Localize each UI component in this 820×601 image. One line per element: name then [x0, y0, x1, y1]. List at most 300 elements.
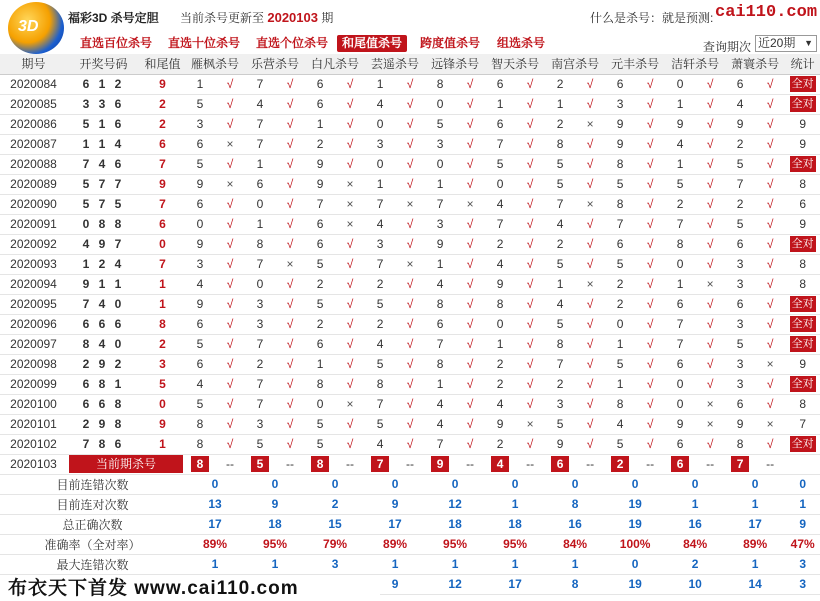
kill-number: 9 [665, 114, 695, 134]
issue-cell: 2020091 [0, 214, 67, 234]
kill-number: 3 [185, 254, 215, 274]
check-icon: √ [695, 74, 725, 94]
stat-value: 0 [425, 474, 485, 494]
kill-number: 5 [545, 174, 575, 194]
check-icon: √ [635, 334, 665, 354]
draw-number: 7 4 6 [67, 154, 140, 174]
kill-number: 8 [485, 294, 515, 314]
kill-number: 7 [665, 214, 695, 234]
stat-row [0, 514, 820, 534]
check-icon: √ [275, 374, 305, 394]
draw-number: 4 9 7 [67, 234, 140, 254]
stat-value: 1 [485, 554, 545, 574]
sum-tail: 9 [140, 414, 185, 434]
check-icon: √ [575, 234, 605, 254]
query-label: 查询期次 [703, 40, 752, 54]
site-logo-text: cai110.com [715, 3, 818, 22]
table-row [0, 174, 820, 194]
check-icon: √ [335, 114, 365, 134]
kill-number: 2 [485, 374, 515, 394]
check-icon: √ [515, 74, 545, 94]
issue-cell: 2020085 [0, 94, 67, 114]
kill-number: 8 [365, 374, 395, 394]
cross-icon: × [215, 174, 245, 194]
kill-number: 4 [485, 194, 515, 214]
column-header: 统计 [785, 54, 820, 74]
stat-value: 79% [305, 534, 365, 554]
kill-number: 9 [545, 434, 575, 454]
kill-number: 2 [365, 314, 395, 334]
check-icon: √ [455, 354, 485, 374]
kill-number: 7 [545, 354, 575, 374]
kill-number: 3 [245, 314, 275, 334]
kill-number: 6 [305, 74, 335, 94]
draw-number: 7 4 0 [67, 294, 140, 314]
column-header: 萧寰杀号 [725, 54, 785, 74]
kill-number: 7 [725, 174, 755, 194]
kill-number: 3 [725, 354, 755, 374]
kill-number: 3 [245, 294, 275, 314]
check-icon: √ [215, 314, 245, 334]
stat-value: 17 [365, 514, 425, 534]
cross-icon: × [335, 174, 365, 194]
row-stat: 6 [785, 194, 820, 214]
kill-number: 2 [485, 354, 515, 374]
check-icon: √ [335, 274, 365, 294]
check-icon: √ [455, 214, 485, 234]
check-icon: √ [635, 74, 665, 94]
stat-value: 0 [545, 474, 605, 494]
stat-value: 1 [665, 494, 725, 514]
kill-number: 6 [305, 234, 335, 254]
stat-value: 0 [605, 474, 665, 494]
table-row [0, 374, 820, 394]
kill-number: 0 [245, 274, 275, 294]
check-icon: √ [275, 394, 305, 414]
kill-number: 9 [725, 414, 755, 434]
check-icon: √ [455, 314, 485, 334]
check-icon: √ [455, 134, 485, 154]
kill-number: 7 [425, 194, 455, 214]
column-header: 开奖号码 [67, 54, 140, 74]
stat-value: 1 [725, 554, 785, 574]
check-icon: √ [395, 334, 425, 354]
check-icon: √ [575, 374, 605, 394]
kill-number: 4 [485, 394, 515, 414]
kill-number: 1 [245, 154, 275, 174]
issue-cell: 2020094 [0, 274, 67, 294]
dash: -- [575, 454, 605, 474]
stat-value: 16 [665, 514, 725, 534]
stat-value: 0 [485, 474, 545, 494]
check-icon: √ [575, 214, 605, 234]
stat-value: 9 [365, 574, 425, 594]
stat-value: 89% [725, 534, 785, 554]
row-stat: 全对 [785, 154, 820, 174]
check-icon: √ [455, 434, 485, 454]
check-icon: √ [695, 354, 725, 374]
kill-number: 5 [605, 354, 635, 374]
kill-number: 1 [425, 174, 455, 194]
stat-value: 17 [485, 574, 545, 594]
check-icon: √ [215, 154, 245, 174]
current-label: 当前期杀号 [67, 454, 185, 474]
check-icon: √ [275, 294, 305, 314]
stat-value: 84% [545, 534, 605, 554]
current-kill: 6 [545, 454, 575, 474]
check-icon: √ [755, 254, 785, 274]
kill-number: 7 [245, 134, 275, 154]
kill-number: 7 [425, 334, 455, 354]
check-icon: √ [695, 234, 725, 254]
kill-number: 7 [245, 254, 275, 274]
kill-number: 4 [725, 94, 755, 114]
kill-number: 3 [725, 274, 755, 294]
kill-number: 9 [725, 114, 755, 134]
kill-number: 0 [365, 114, 395, 134]
stat-total: 0 [785, 474, 820, 494]
table-row [0, 214, 820, 234]
kill-number: 5 [365, 294, 395, 314]
cross-icon: × [395, 254, 425, 274]
check-icon: √ [395, 354, 425, 374]
kill-number: 1 [545, 274, 575, 294]
check-icon: √ [215, 374, 245, 394]
check-icon: √ [275, 194, 305, 214]
kill-number: 5 [725, 214, 755, 234]
check-icon: √ [275, 214, 305, 234]
check-icon: √ [335, 134, 365, 154]
kill-number: 8 [545, 134, 575, 154]
check-icon: √ [395, 274, 425, 294]
check-icon: √ [755, 434, 785, 454]
kill-number: 8 [605, 394, 635, 414]
update-info: 当前杀号更新至 2020103 期 [180, 10, 334, 25]
table-row [0, 434, 820, 454]
kill-number: 6 [185, 194, 215, 214]
kill-number: 8 [245, 234, 275, 254]
check-icon: √ [635, 434, 665, 454]
kill-number: 3 [425, 214, 455, 234]
kill-number: 7 [305, 194, 335, 214]
check-icon: √ [635, 134, 665, 154]
check-icon: √ [575, 434, 605, 454]
draw-number: 5 1 6 [67, 114, 140, 134]
check-icon: √ [635, 354, 665, 374]
kill-number: 6 [605, 74, 635, 94]
check-icon: √ [395, 234, 425, 254]
current-kill: 7 [365, 454, 395, 474]
row-stat: 9 [785, 354, 820, 374]
sum-tail: 7 [140, 254, 185, 274]
column-header: 洁轩杀号 [665, 54, 725, 74]
stat-value: 17 [725, 514, 785, 534]
issue-cell: 2020084 [0, 74, 67, 94]
check-icon: √ [215, 334, 245, 354]
stat-value: 95% [245, 534, 305, 554]
row-stat: 全对 [785, 314, 820, 334]
kill-number: 9 [185, 234, 215, 254]
check-icon: √ [275, 174, 305, 194]
row-stat: 全对 [785, 234, 820, 254]
row-stat: 9 [785, 134, 820, 154]
check-icon: √ [755, 154, 785, 174]
stat-label: 最大连错次数 [0, 554, 185, 574]
kill-number: 7 [245, 394, 275, 414]
kill-number: 5 [425, 114, 455, 134]
kill-number: 2 [605, 294, 635, 314]
row-stat: 全对 [785, 374, 820, 394]
current-issue: 2020103 [267, 10, 318, 25]
check-icon: √ [575, 294, 605, 314]
check-icon: √ [455, 254, 485, 274]
check-icon: √ [215, 234, 245, 254]
check-icon: √ [515, 134, 545, 154]
kill-number: 7 [365, 254, 395, 274]
kill-explain-link[interactable]: 什么是杀号：就是预测: [590, 11, 714, 25]
kill-number: 8 [185, 434, 215, 454]
stat-label: 总正确次数 [0, 514, 185, 534]
tab-sum-tail-kill[interactable]: 和尾值杀号 [337, 35, 407, 52]
kill-number: 5 [605, 434, 635, 454]
check-icon: √ [275, 134, 305, 154]
cross-icon: × [215, 134, 245, 154]
row-stat: 8 [785, 174, 820, 194]
column-header: 乐营杀号 [245, 54, 305, 74]
kill-number: 7 [425, 434, 455, 454]
kill-number: 6 [305, 334, 335, 354]
check-icon: √ [635, 414, 665, 434]
row-stat [785, 454, 820, 474]
kill-number: 3 [365, 234, 395, 254]
stat-row [0, 494, 820, 514]
draw-number: 7 8 6 [67, 434, 140, 454]
sum-tail: 3 [140, 354, 185, 374]
stat-value: 18 [245, 514, 305, 534]
stat-value: 1 [485, 494, 545, 514]
check-icon: √ [755, 94, 785, 114]
footer-banner: 布衣天下首发 www.cai110.com [0, 576, 380, 601]
kill-number: 3 [365, 134, 395, 154]
check-icon: √ [515, 274, 545, 294]
check-icon: √ [515, 114, 545, 134]
check-icon: √ [455, 74, 485, 94]
tab-group-kill[interactable]: 组选杀号 [497, 36, 546, 50]
check-icon: √ [635, 174, 665, 194]
check-icon: √ [515, 254, 545, 274]
stat-value: 10 [665, 574, 725, 594]
kill-number: 1 [425, 254, 455, 274]
check-icon: √ [695, 254, 725, 274]
check-icon: √ [395, 294, 425, 314]
check-icon: √ [635, 194, 665, 214]
check-icon: √ [335, 334, 365, 354]
cross-icon: × [335, 194, 365, 214]
check-icon: √ [755, 294, 785, 314]
current-kill: 6 [665, 454, 695, 474]
kill-number: 1 [365, 74, 395, 94]
issue-cell: 2020103 [0, 454, 67, 474]
tab-hundreds-kill[interactable]: 直选百位杀号 [80, 36, 153, 50]
stat-row [0, 474, 820, 494]
kill-number: 0 [425, 94, 455, 114]
check-icon: √ [635, 394, 665, 414]
check-icon: √ [755, 214, 785, 234]
kill-number: 6 [305, 214, 335, 234]
check-icon: √ [215, 294, 245, 314]
kill-number: 5 [185, 334, 215, 354]
issue-cell: 2020086 [0, 114, 67, 134]
check-icon: √ [755, 194, 785, 214]
kill-number: 6 [665, 434, 695, 454]
stat-value: 8 [545, 574, 605, 594]
column-header: 和尾值 [140, 54, 185, 74]
check-icon: √ [275, 154, 305, 174]
stat-value: 84% [665, 534, 725, 554]
kill-number: 2 [365, 274, 395, 294]
kill-number: 0 [665, 374, 695, 394]
kill-number: 9 [305, 174, 335, 194]
kill-number: 2 [245, 354, 275, 374]
stat-value: 18 [425, 514, 485, 534]
kill-number: 8 [425, 294, 455, 314]
table-row [0, 314, 820, 334]
tab-units-kill[interactable]: 直选个位杀号 [256, 36, 329, 50]
kill-number: 0 [485, 314, 515, 334]
stat-value: 0 [245, 474, 305, 494]
tab-span-kill[interactable]: 跨度值杀号 [420, 36, 481, 50]
stat-value: 0 [185, 474, 245, 494]
table-row [0, 74, 820, 94]
check-icon: √ [395, 174, 425, 194]
check-icon: √ [575, 314, 605, 334]
kill-number: 4 [185, 274, 215, 294]
stat-total: 47% [785, 534, 820, 554]
kill-number: 6 [185, 314, 215, 334]
kill-number: 5 [485, 154, 515, 174]
row-stat: 7 [785, 414, 820, 434]
kill-number: 0 [245, 194, 275, 214]
row-stat: 全对 [785, 94, 820, 114]
stat-value: 12 [425, 494, 485, 514]
check-icon: √ [275, 314, 305, 334]
kill-number: 6 [305, 94, 335, 114]
check-icon: √ [695, 114, 725, 134]
kill-number: 1 [185, 74, 215, 94]
sum-tail: 8 [140, 314, 185, 334]
current-issue-row [0, 454, 820, 474]
check-icon: √ [275, 434, 305, 454]
logo: 3D [8, 2, 64, 54]
check-icon: √ [695, 194, 725, 214]
kill-number: 6 [485, 114, 515, 134]
check-icon: √ [275, 234, 305, 254]
sum-tail: 0 [140, 394, 185, 414]
stat-value: 1 [425, 554, 485, 574]
column-header: 智天杀号 [485, 54, 545, 74]
table-row [0, 114, 820, 134]
kill-number: 2 [605, 274, 635, 294]
kill-number: 1 [245, 214, 275, 234]
dash: -- [635, 454, 665, 474]
kill-number: 8 [725, 434, 755, 454]
kill-number: 9 [185, 294, 215, 314]
check-icon: √ [515, 214, 545, 234]
check-icon: √ [635, 114, 665, 134]
kill-number: 9 [305, 154, 335, 174]
check-icon: √ [755, 374, 785, 394]
kill-number: 8 [185, 414, 215, 434]
current-kill: 8 [185, 454, 215, 474]
kill-number: 5 [305, 414, 335, 434]
kill-number: 3 [245, 414, 275, 434]
kill-number: 9 [605, 134, 635, 154]
kill-number: 4 [485, 254, 515, 274]
cross-icon: × [695, 274, 725, 294]
kill-number: 5 [605, 254, 635, 274]
sum-tail: 1 [140, 294, 185, 314]
check-icon: √ [695, 334, 725, 354]
draw-number: 6 6 6 [67, 314, 140, 334]
sum-tail: 6 [140, 214, 185, 234]
cross-icon: × [515, 414, 545, 434]
check-icon: √ [395, 214, 425, 234]
stat-value: 2 [665, 554, 725, 574]
draw-number: 2 9 8 [67, 414, 140, 434]
kill-number: 4 [545, 214, 575, 234]
tab-tens-kill[interactable]: 直选十位杀号 [168, 36, 241, 50]
current-kill: 4 [485, 454, 515, 474]
kill-number: 7 [545, 194, 575, 214]
stat-value: 100% [605, 534, 665, 554]
draw-number: 3 3 6 [67, 94, 140, 114]
stat-value: 2 [305, 494, 365, 514]
check-icon: √ [275, 114, 305, 134]
draw-number: 2 9 2 [67, 354, 140, 374]
kill-number: 6 [605, 234, 635, 254]
check-icon: √ [215, 74, 245, 94]
column-header: 南宫杀号 [545, 54, 605, 74]
kill-number: 6 [725, 74, 755, 94]
kill-number: 5 [245, 434, 275, 454]
period-select[interactable]: 近20期 ▼ [755, 35, 817, 52]
kill-number: 0 [425, 154, 455, 174]
check-icon: √ [215, 214, 245, 234]
kill-number: 1 [485, 94, 515, 114]
kill-number: 6 [425, 314, 455, 334]
stat-value: 89% [185, 534, 245, 554]
check-icon: √ [575, 354, 605, 374]
current-kill: 7 [725, 454, 755, 474]
kill-number: 3 [545, 394, 575, 414]
kill-number: 9 [485, 414, 515, 434]
kill-number: 6 [725, 394, 755, 414]
table-row [0, 354, 820, 374]
cross-icon: × [455, 194, 485, 214]
check-icon: √ [515, 154, 545, 174]
row-stat: 9 [785, 214, 820, 234]
check-icon: √ [455, 334, 485, 354]
column-header: 远锋杀号 [425, 54, 485, 74]
check-icon: √ [755, 74, 785, 94]
current-kill: 9 [425, 454, 455, 474]
dash: -- [395, 454, 425, 474]
kill-number: 1 [605, 334, 635, 354]
cross-icon: × [575, 114, 605, 134]
check-icon: √ [335, 154, 365, 174]
kill-number: 5 [725, 154, 755, 174]
cross-icon: × [275, 254, 305, 274]
